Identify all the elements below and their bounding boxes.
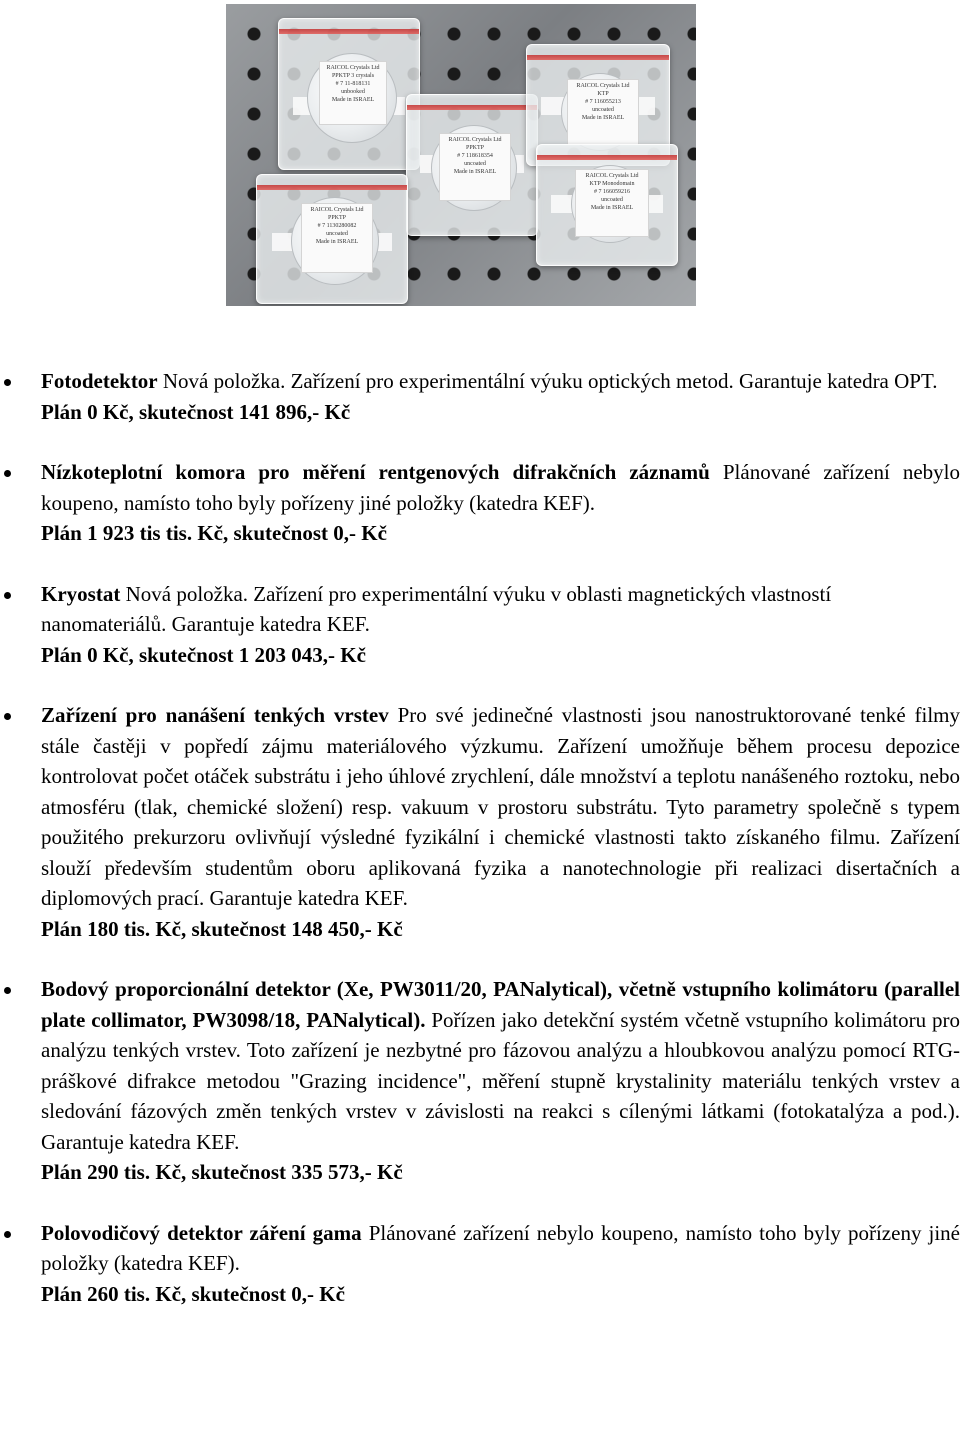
item-description bbox=[41, 1218, 960, 1279]
list-item bbox=[0, 700, 960, 944]
item-description bbox=[41, 974, 960, 1157]
item-description bbox=[41, 579, 960, 640]
bullet-icon bbox=[4, 713, 11, 720]
item-title: Bodový proporcionální detektor (Xe, PW3011/20, PANalytical), včetně vstupního kolimátoru (parallel plate collimator, PW3098/18, PANalytical). bbox=[41, 977, 960, 1032]
item-text: Nová položka. Zařízení pro experimentální výuku v oblasti magnetických vlastností nanomateriálů. Garantuje katedra KEF. bbox=[41, 581, 832, 636]
item-plan: Plán 0 Kč, skutečnost 1 203 043,- Kč bbox=[41, 642, 366, 667]
crystal-bag bbox=[278, 18, 420, 170]
item-text: Plánované zařízení nebylo koupeno, namísto toho byly pořízeny jiné položky (katedra KEF). bbox=[41, 460, 960, 515]
crystal-label: RAICOL Crystals Ltd PPKTP # 7 1130280082 uncoated Made in ISRAEL bbox=[301, 203, 373, 273]
item-plan: Plán 1 923 tis tis. Kč, skutečnost 0,- Kč bbox=[41, 521, 387, 545]
crystal-label: RAICOL Crystals Ltd PPKTP # 7 118618354 uncoated Made in ISRAEL bbox=[439, 133, 511, 201]
item-plan: Plán 180 tis. Kč, skutečnost 148 450,- Kč bbox=[41, 916, 403, 941]
crystals-photo bbox=[226, 4, 696, 306]
item-description bbox=[41, 457, 960, 518]
list-item bbox=[0, 366, 960, 427]
item-plan: Plán 290 tis. Kč, skutečnost 335 573,- Kč bbox=[41, 1160, 403, 1184]
crystal-bag bbox=[406, 94, 538, 236]
item-title: Nízkoteplotní komora pro měření rentgenových difrakčních záznamů bbox=[41, 460, 710, 484]
equipment-list bbox=[0, 366, 960, 1339]
item-description bbox=[41, 366, 960, 397]
list-item bbox=[0, 1218, 960, 1310]
crystal-label: RAICOL Crystals Ltd KTP # 7 116055213 uncoated Made in ISRAEL bbox=[567, 79, 639, 145]
crystal-bag bbox=[536, 144, 678, 266]
item-title: Polovodičový detektor záření gama bbox=[41, 1220, 362, 1245]
item-title: Fotodetektor bbox=[41, 369, 158, 393]
bullet-icon bbox=[4, 987, 11, 994]
item-plan: Plán 260 tis. Kč, skutečnost 0,- Kč bbox=[41, 1281, 345, 1306]
item-text: Nová položka. Zařízení pro experimentální výuku optických metod. Garantuje katedra OPT. bbox=[162, 369, 938, 393]
crystal-bag bbox=[256, 174, 408, 304]
bullet-icon bbox=[4, 470, 11, 477]
bullet-icon bbox=[4, 379, 11, 386]
item-text: Pro své jedinečné vlastnosti jsou nanostruktorované tenké filmy stále častěji v popředí zájmu materiálového výzkumu. Zařízení umožňuje během procesu depozice kontrolovat počet otáček substrátu i jeho úhlové zrychlení, dále množství a teplotu nanášeného roztoku, nebo atmosféru (tlak, chemické složení) resp. vakuum v prostoru substrátu. Tyto parametry společně s typem použitého prekurzoru ovlivňují výsledné fyzikální i chemické vlastnosti takto získaného filmu. Zařízení slouží především studentům oboru aplikovaná fyzika a nanotechnologie při realizaci disertačních a diplomových prací. Garantuje katedra KEF. bbox=[41, 703, 960, 910]
item-title: Kryostat bbox=[41, 581, 121, 606]
item-description bbox=[41, 700, 960, 914]
crystal-label: RAICOL Crystals Ltd PPKTP 3 crystals # 7 11-818131 unbooked Made in ISRAEL bbox=[319, 61, 387, 125]
bullet-icon bbox=[4, 592, 11, 599]
crystal-label: RAICOL Crystals Ltd KTP Monodomain # 7 166059216 uncoated Made in ISRAEL bbox=[575, 169, 649, 237]
bullet-icon bbox=[4, 1231, 11, 1238]
item-plan: Plán 0 Kč, skutečnost 141 896,- Kč bbox=[41, 399, 351, 424]
item-text: Plánované zařízení nebylo koupeno, namísto toho byly pořízeny jiné položky (katedra KEF). bbox=[41, 1220, 960, 1275]
list-item bbox=[0, 579, 960, 671]
item-title: Zařízení pro nanášení tenkých vrstev bbox=[41, 703, 389, 727]
list-item bbox=[0, 974, 960, 1188]
item-text: Pořízen jako detekční systém včetně vstupního kolimátoru pro analýzu tenkých vrstev. Toto zařízení je nezbytné pro fázovou analýzu a hloubkovou analýzu pomocí RTG-práškové difrakce metodou "Grazing incidence", měření stupně krystalinity materiálu tenkých vrstev a sledování fázových změn tenkých vrstev v závislosti na reakci s cílenými látkami (fotokatalýza a pod.). Garantuje katedra KEF. bbox=[41, 1007, 960, 1154]
list-item bbox=[0, 457, 960, 549]
